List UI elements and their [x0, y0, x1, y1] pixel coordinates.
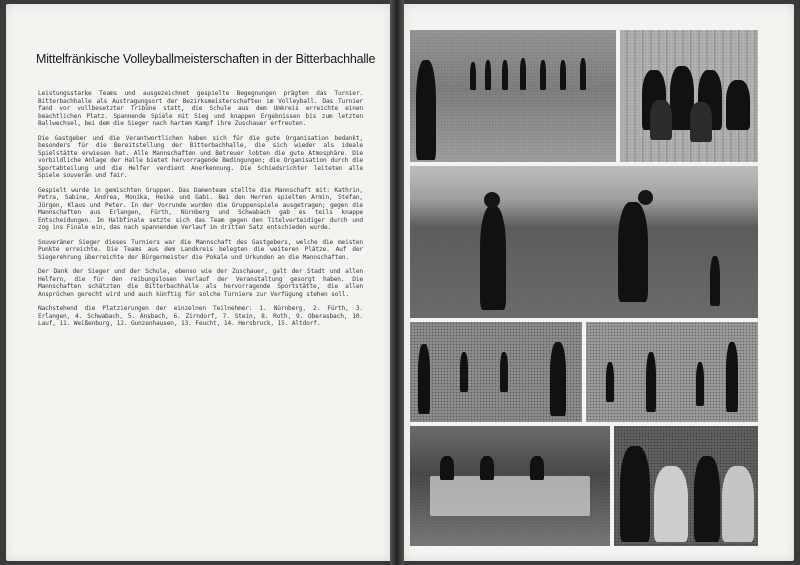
article-body: [38, 90, 363, 335]
photo-volleyball-jump: [410, 166, 758, 318]
photo-team-lineup: [410, 30, 616, 162]
paragraph-3: Gespielt wurde in gemischten Gruppen. Das Damenteam stellte die Mannschaft mit: Kathrin, Petra, Sabine, Andrea, Monika, Heike und Gabi. Bei den Herren spielten Armin, Stefan, Jürgen, Klaus und Peter. In der Vorrunde wurden die Gruppenspiele ausgetragen; gegen die Mannschaften aus Erlangen, Fürth, Nürnberg und Schwabach gab es teils knappe Entscheidungen. Im Halbfinale setzte sich das Team gegen den Titelverteidiger durch und zog ins Finale ein, das nach spannendem Verlauf im dritten Satz entschieden wurde.: [38, 186, 363, 231]
photo-collage: [410, 30, 758, 546]
paragraph-1: Leistungsstarke Teams und ausgezeichnet gespielte Begegnungen prägten das Turnier. Bitterbachhalle als Austragungsort der Bezirksmeisterschaften im Volleyball. Das Turnier fand vor vollbesetzter Tribüne statt, die Schule aus dem Umkreis erreichte einen beachtlichen Platz. Spannende Spiele mit Sieg und knappen Ergebnissen bis zum letzten Ballwechsel, bei dem die Sieger nach hartem Kampf ihre Zuschauer erfreuten.: [38, 90, 363, 127]
photo-team-group: [620, 30, 758, 162]
paragraph-2: Die Gastgeber und die Verantwortlichen haben sich für die gute Organisation bedankt, besonders für die Bereitstellung der Bitterbachhalle, die sich wieder als ideale Spielstätte erwiesen hat. Alle Mannschaften und Betreuer lobten die gute Atmosphäre. Die vorbildliche Anlage der Halle bietet hervorragende Bedingungen; die Organisation durch die Sportabteilung und die Helfer verdient Anerkennung. Die Schiedsrichter leiteten alle Spiele souverän und fair.: [38, 134, 363, 179]
photo-cafeteria: [410, 426, 610, 546]
paragraph-6: Nachstehend die Platzierungen der einzelnen Teilnehmer: 1. Nürnberg, 2. Fürth, 3. Erlangen, 4. Schwabach, 5. Ansbach, 6. Zirndorf, 7. Stein, 8. Roth, 9. Oberasbach, 10. Lauf, 11. Weißenburg, 12. Gunzenhausen, 13. Feucht, 14. Hersbruck, 15. Altdorf.: [38, 305, 363, 327]
right-page: [404, 4, 794, 561]
photo-celebration: [614, 426, 758, 546]
paragraph-4: Souveräner Sieger dieses Turniers war die Mannschaft des Gastgebers, welche die meisten Punkte erreichte. Die Teams aus dem Landkreis belegten die weiteren Plätze. Auf der Siegerehrung überreichte der Bürgermeister die Pokale und Urkunden an die Mannschaften.: [38, 238, 363, 261]
article-title: Mittelfränkische Volleyballmeisterschaften in der Bitterbachhalle: [36, 52, 376, 66]
left-page: [6, 4, 390, 561]
paragraph-5: Der Dank der Sieger und der Schule, ebenso wie der Zuschauer, galt der Stadt und allen Helfern, die für den reibungslosen Verlauf der Veranstaltung gesorgt haben. Die Mannschaften schätzten die Bitterbachhalle als hervorragende Sportstätte, die allen Ansprüchen gerecht wird und auch künftig für solche Turniere zur Verfügung stehen soll.: [38, 268, 363, 298]
photo-hall-match-left: [410, 322, 582, 422]
book-gutter: [390, 0, 404, 565]
photo-hall-match-right: [586, 322, 758, 422]
